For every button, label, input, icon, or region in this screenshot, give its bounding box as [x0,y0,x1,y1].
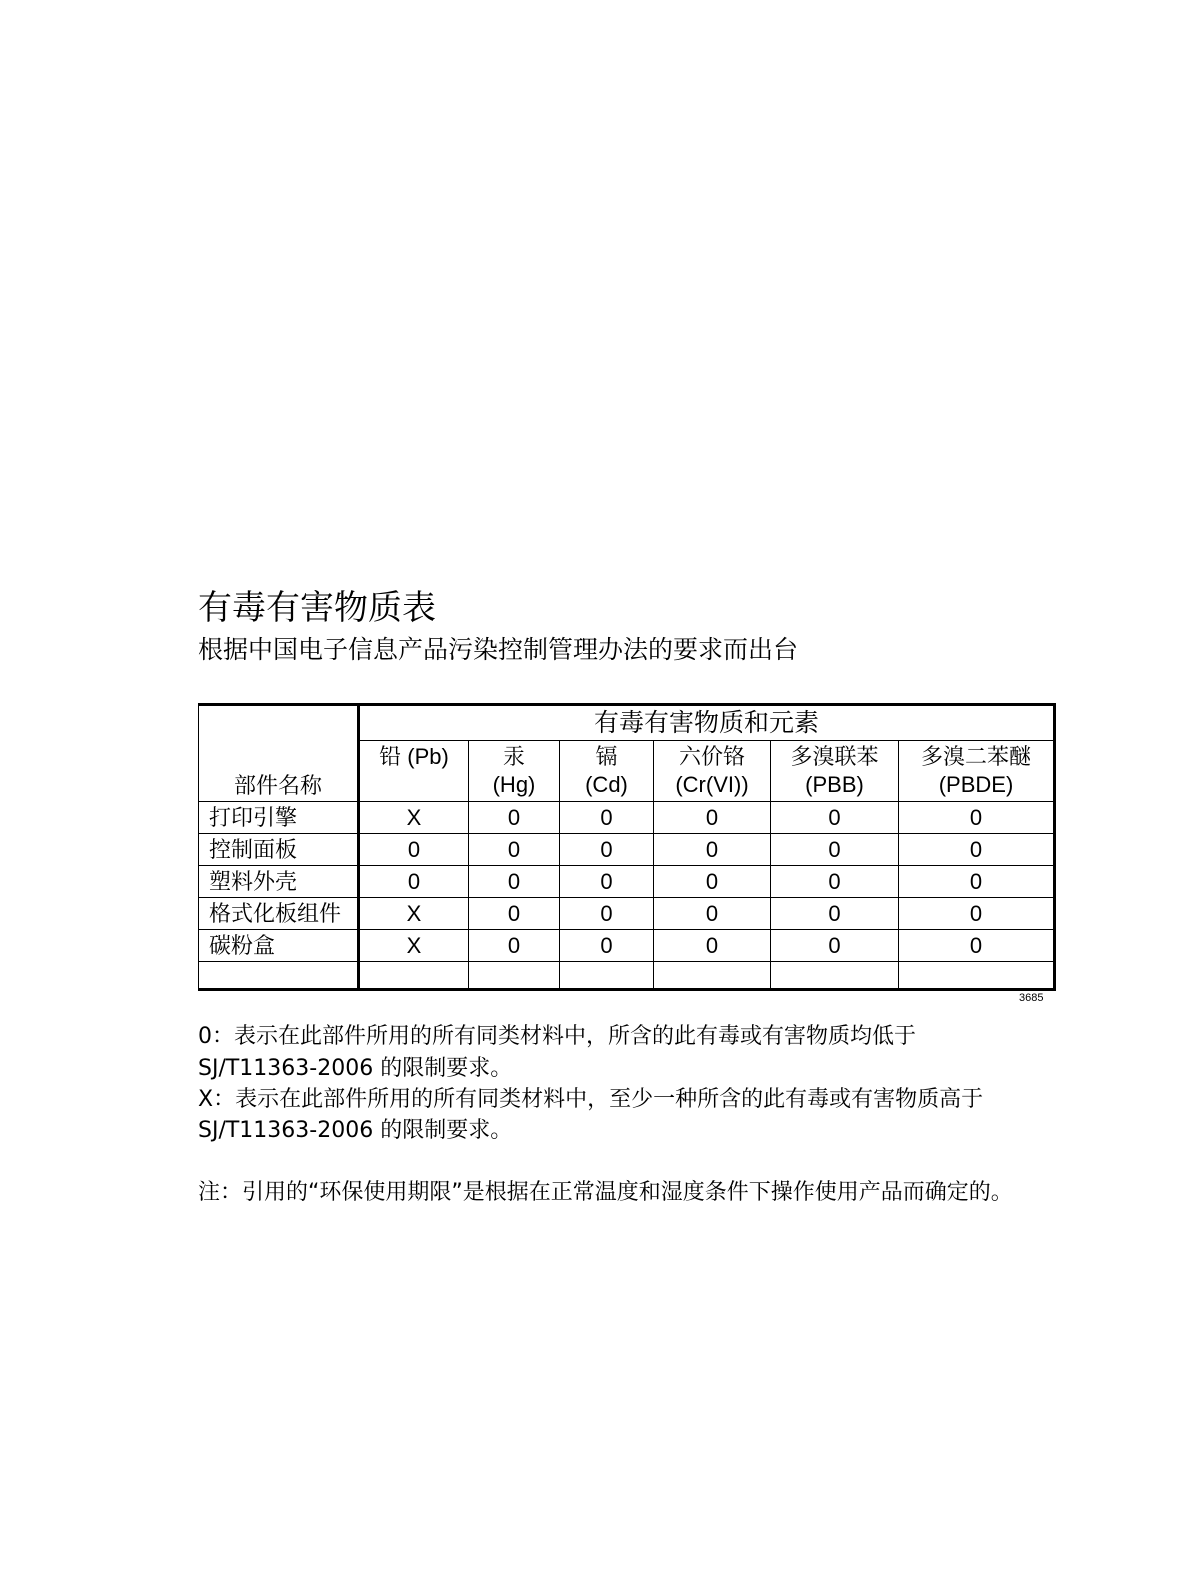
value-cell: X [359,898,469,930]
figure-id: 3685 [1019,992,1044,1004]
value-cell: X [359,930,469,962]
part-name-header: 部件名称 [199,705,359,802]
empty-cell [560,962,654,990]
value-cell: 0 [469,834,560,866]
value-cell: X [359,802,469,834]
empty-cell [899,962,1055,990]
empty-cell [359,962,469,990]
value-cell: 0 [469,898,560,930]
part-name: 打印引擎 [199,802,359,834]
value-cell: 0 [771,834,899,866]
table-row [199,898,1055,930]
value-cell: 0 [654,898,771,930]
value-cell: 0 [654,930,771,962]
part-name: 格式化板组件 [199,898,359,930]
substances-group-header: 有毒有害物质和元素 [359,705,1055,741]
empty-cell [199,962,359,990]
note-x-line1: X：表示在此部件所用的所有同类材料中，至少一种所含的此有毒或有害物质高于 [198,1087,984,1112]
footnote: 注：引用的“环保使用期限”是根据在正常温度和湿度条件下操作使用产品而确定的。 [198,1180,1013,1205]
value-cell: 0 [560,930,654,962]
page-title: 有毒有害物质表 [198,588,436,628]
value-cell: 0 [899,898,1055,930]
value-cell: 0 [359,834,469,866]
value-cell: 0 [771,866,899,898]
element-header-hg: 汞 (Hg) [469,741,560,802]
table-row [199,866,1055,898]
value-cell: 0 [899,834,1055,866]
empty-cell [771,962,899,990]
value-cell: 0 [899,802,1055,834]
value-cell: 0 [771,930,899,962]
value-cell: 0 [560,866,654,898]
part-name: 控制面板 [199,834,359,866]
value-cell: 0 [560,898,654,930]
hazardous-substances-table [198,703,1056,991]
empty-cell [654,962,771,990]
value-cell: 0 [469,866,560,898]
table-row [199,834,1055,866]
value-cell: 0 [899,866,1055,898]
element-header-pbde: 多溴二苯醚 (PBDE) [899,741,1055,802]
note-zero-line2: SJ/T11363-2006 的限制要求。 [198,1056,513,1081]
value-cell: 0 [469,930,560,962]
value-cell: 0 [654,802,771,834]
element-header-cr6: 六价铬 (Cr(VI)) [654,741,771,802]
element-header-pb: 铅 (Pb) [359,741,469,802]
table-row [199,930,1055,962]
value-cell: 0 [771,898,899,930]
note-zero-line1: 0：表示在此部件所用的所有同类材料中，所含的此有毒或有害物质均低于 [198,1024,916,1049]
part-name: 碳粉盒 [199,930,359,962]
element-header-pbb: 多溴联苯 (PBB) [771,741,899,802]
part-name: 塑料外壳 [199,866,359,898]
element-header-cd: 镉 (Cd) [560,741,654,802]
value-cell: 0 [469,802,560,834]
value-cell: 0 [359,866,469,898]
empty-table-row [199,962,1055,990]
value-cell: 0 [654,866,771,898]
value-cell: 0 [899,930,1055,962]
note-x-line2: SJ/T11363-2006 的限制要求。 [198,1118,513,1143]
empty-cell [469,962,560,990]
value-cell: 0 [654,834,771,866]
value-cell: 0 [771,802,899,834]
table-row [199,802,1055,834]
value-cell: 0 [560,834,654,866]
value-cell: 0 [560,802,654,834]
page-subtitle: 根据中国电子信息产品污染控制管理办法的要求而出台 [198,635,799,664]
